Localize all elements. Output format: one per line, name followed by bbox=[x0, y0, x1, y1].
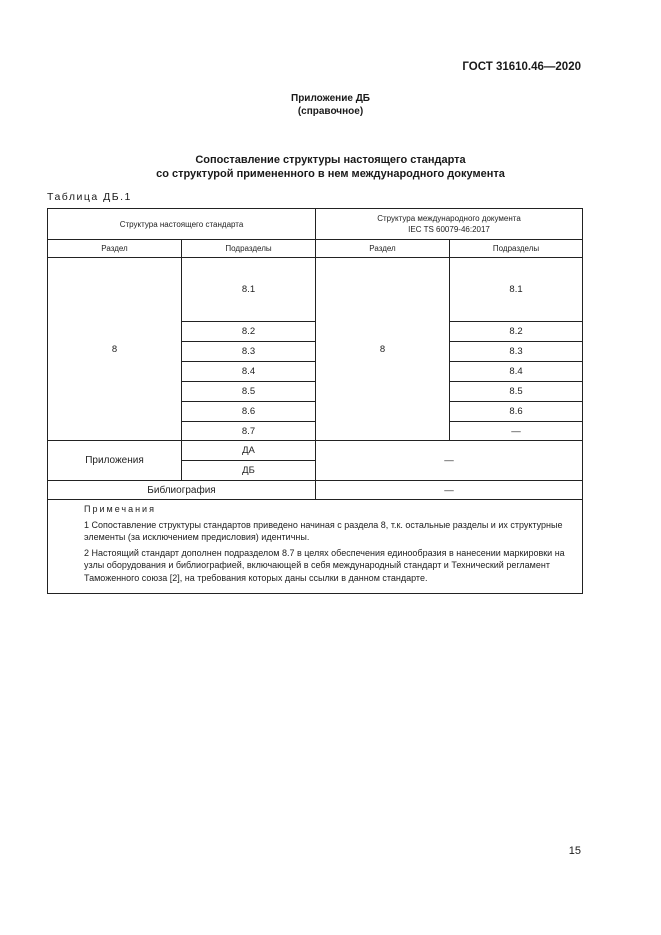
subsection-cell: 8.2 bbox=[182, 322, 316, 342]
appendix-name: Приложение ДБ bbox=[291, 93, 370, 104]
table-notes bbox=[48, 500, 583, 594]
header-international-line-2: IEC TS 60079-46:2017 bbox=[408, 225, 490, 234]
table-row-bibliography bbox=[48, 481, 583, 500]
section-cell: 8 bbox=[48, 258, 182, 441]
appendix-db-cell: ДБ bbox=[182, 461, 316, 481]
subsection-cell: 8.6 bbox=[182, 402, 316, 422]
column-header-subsections-intl: Подразделы bbox=[450, 240, 583, 258]
table-row-appendices bbox=[48, 441, 583, 461]
column-header-subsections: Подразделы bbox=[182, 240, 316, 258]
subsection-cell: 8.1 bbox=[182, 258, 316, 322]
document-id: ГОСТ 31610.46—2020 bbox=[462, 61, 581, 73]
page-number: 15 bbox=[568, 845, 581, 857]
column-header-section: Раздел bbox=[48, 240, 182, 258]
appendices-label: Приложения bbox=[48, 441, 182, 481]
subsection-cell-intl: 8.2 bbox=[450, 322, 583, 342]
notes-title: Примечания bbox=[84, 504, 156, 514]
header-international-document bbox=[316, 209, 583, 240]
appendix-type: (справочное) bbox=[297, 106, 364, 117]
title-line-2: со структурой примененного в нем международного документа bbox=[156, 168, 505, 180]
subsection-cell-intl: 8.3 bbox=[450, 342, 583, 362]
subsection-cell-intl: 8.6 bbox=[450, 402, 583, 422]
appendix-da-cell: ДА bbox=[182, 441, 316, 461]
appendix-heading bbox=[0, 92, 661, 118]
subsection-cell-intl: 8.4 bbox=[450, 362, 583, 382]
column-header-section-intl: Раздел bbox=[316, 240, 450, 258]
table-title bbox=[0, 153, 661, 181]
subsection-cell: 8.5 bbox=[182, 382, 316, 402]
subsection-cell: 8.3 bbox=[182, 342, 316, 362]
subsection-cell: 8.4 bbox=[182, 362, 316, 382]
bibliography-label: Библиография bbox=[48, 481, 316, 500]
table-notes-row bbox=[48, 500, 583, 594]
note-1: 1 Сопоставление структуры стандартов приведено начиная с раздела 8, т.к. остальные разделы и их структурные элементы (за исключением предисловия) идентичны. bbox=[84, 519, 563, 542]
subsection-cell-intl: 8.1 bbox=[450, 258, 583, 322]
section-cell-intl: 8 bbox=[316, 258, 450, 441]
title-line-1: Сопоставление структуры настоящего стандарта bbox=[195, 154, 466, 166]
comparison-table bbox=[47, 208, 583, 594]
subsection-cell-intl: — bbox=[450, 422, 583, 441]
subsection-cell-intl: 8.5 bbox=[450, 382, 583, 402]
table-caption: Таблица ДБ.1 bbox=[47, 191, 132, 203]
table-header-row bbox=[48, 209, 583, 240]
appendices-intl-cell: — bbox=[316, 441, 583, 481]
header-international-line-1: Структура международного документа bbox=[377, 214, 521, 223]
subsection-cell: 8.7 bbox=[182, 422, 316, 441]
header-this-standard: Структура настоящего стандарта bbox=[48, 209, 316, 240]
table-subheader-row bbox=[48, 240, 583, 258]
bibliography-intl-cell: — bbox=[316, 481, 583, 500]
table-row bbox=[48, 258, 583, 322]
note-2: 2 Настоящий стандарт дополнен подразделом 8.7 в целях обеспечения единообразия в нанесении маркировки на узлы оборудования и библиографией, включающей в себя международный стандарт и Технический регламент Таможенного союза [2], на требования которых даны ссылки в данном стандарте. bbox=[84, 547, 565, 583]
